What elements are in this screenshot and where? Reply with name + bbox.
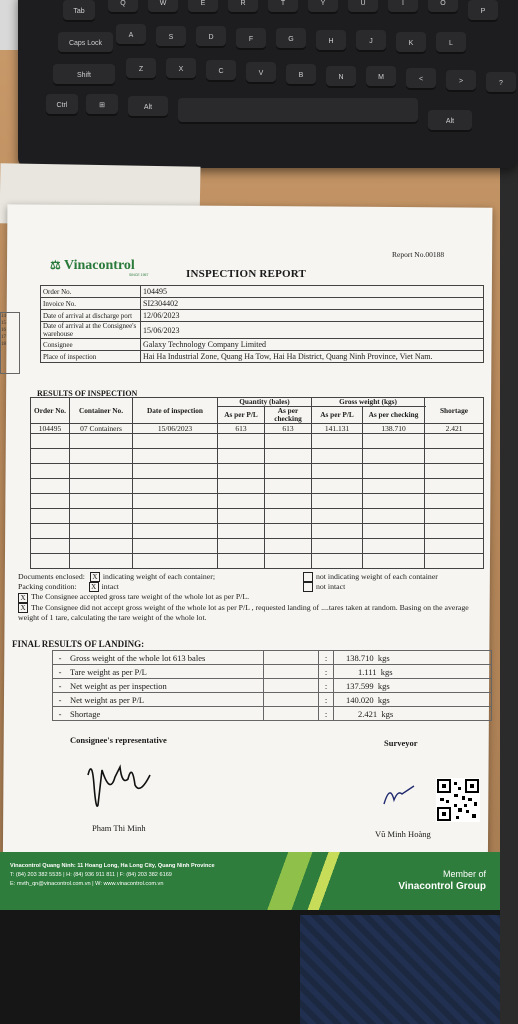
final-label: Gross weight of the whole lot 613 bales (67, 651, 264, 665)
keyboard-key: O (428, 0, 458, 14)
info-value: SI2304402 (141, 298, 484, 310)
table-row: - Gross weight of the whole lot 613 bales : 138.710 kgs (53, 651, 492, 665)
keyboard-key: Shift (53, 64, 115, 86)
final-value: 140.020 (346, 694, 374, 705)
final-value: 2.421 (358, 708, 378, 719)
header-date: Date of inspection (133, 398, 218, 424)
keyboard-key: K (396, 32, 426, 54)
documents-enclosed-line (18, 572, 488, 582)
keyboard-key: D (196, 26, 226, 48)
statement-accepted-text: The Consignee accepted gross tare weight of the whole lot as per P/L. (31, 592, 250, 602)
keyboard-key: ? (486, 72, 516, 94)
checkbox-empty (303, 582, 313, 592)
keyboard-key: H (316, 30, 346, 52)
checkbox-checked: X (89, 582, 99, 592)
info-label: Consignee (41, 339, 141, 351)
header-container: Container No. (70, 398, 133, 424)
statement-accepted (18, 592, 488, 602)
table-row (31, 449, 484, 464)
consignee-name: Pham Thi Minh (92, 823, 146, 833)
consignee-rep-label: Consignee's representative (70, 735, 167, 745)
keyboard-key: N (326, 66, 356, 88)
keyboard-key: Ctrl (46, 94, 78, 116)
final-label: Shortage (67, 707, 264, 721)
table-row (31, 434, 484, 449)
cell-qty-pl: 613 (218, 424, 265, 434)
keyboard-key: R (228, 0, 258, 14)
footer-contact (10, 862, 280, 889)
info-row (41, 322, 484, 339)
option-indicating: indicating weight of each container; (102, 572, 216, 581)
final-unit: kgs (377, 694, 390, 705)
keyboard-key: J (356, 30, 386, 52)
table-row (31, 494, 484, 509)
info-table (40, 285, 484, 363)
report-number: Report No.00188 (392, 250, 445, 259)
statement-not-accepted-text: The Consignee did not accept gross weight of the whole lot as per P/L , requested landing of ....tares taken at random. Basing on the average weight of 1 tare, calculating the tare weight of the whole lot. (18, 602, 469, 622)
keyboard-key: M (366, 66, 396, 88)
option-intact: intact (101, 582, 119, 592)
final-unit: kgs (380, 666, 393, 677)
table-row (31, 479, 484, 494)
results-heading: RESULTS OF INSPECTION (37, 389, 138, 398)
keyboard-key: X (166, 58, 196, 80)
cell-container: 07 Containers (70, 424, 133, 434)
cell-shortage: 2.421 (425, 424, 484, 434)
info-row (41, 298, 484, 310)
surveyor-signature (380, 780, 420, 810)
keyboard-key: < (406, 68, 436, 90)
final-value: 138.710 (346, 652, 374, 663)
keyboard-key: Z (126, 58, 156, 80)
keyboard-key: V (246, 62, 276, 84)
info-row (41, 310, 484, 322)
packing-condition-line (18, 582, 488, 592)
surveyor-label: Surveyor (384, 738, 418, 748)
footer-phones: T: (84) 203 382 5535 | H: (84) 936 911 811 | F: (84) 203 382 6169 (10, 872, 172, 878)
header-qty-check: As per checking (265, 407, 312, 424)
table-row: - Net weight as per P/L : 140.020 kgs (53, 693, 492, 707)
windows-key-icon: ⊞ (86, 94, 118, 116)
keyboard-key: F (236, 28, 266, 50)
info-row (41, 286, 484, 298)
report-title: INSPECTION REPORT (186, 268, 307, 280)
keyboard-key: B (286, 64, 316, 86)
final-value: 1.111 (358, 666, 377, 677)
keyboard-key: Caps Lock (58, 32, 113, 54)
cell-w-check: 138.710 (363, 424, 425, 434)
final-results-table (52, 650, 492, 721)
vinacontrol-logo (50, 258, 135, 274)
info-label: Place of inspection (41, 351, 141, 363)
final-label: Net weight as per inspection (67, 679, 264, 693)
qr-code (436, 778, 480, 822)
keyboard-key: G (276, 28, 306, 50)
table-row (31, 424, 484, 434)
keyboard-key: C (206, 60, 236, 82)
info-row (41, 351, 484, 363)
checkbox-empty (303, 572, 313, 582)
table-row (31, 509, 484, 524)
checkbox-checked: X (18, 593, 28, 603)
logo-icon: ⚖ (50, 258, 61, 272)
documents-section (18, 572, 488, 623)
statement-not-accepted (18, 603, 488, 623)
info-value: Hai Ha Industrial Zone, Quang Ha Tow, Hai Ha District, Quang Ninh Province, Viet Nam. (141, 351, 484, 363)
consignee-signature (80, 755, 170, 815)
margin-index-tab: 14 15 16 17 18 (0, 312, 20, 374)
footer-member (398, 868, 486, 893)
final-unit: kgs (377, 680, 390, 691)
logo-subtitle: SINCE 1957 (129, 273, 149, 277)
cell-order: 104495 (31, 424, 70, 434)
info-value: 12/06/2023 (141, 310, 484, 322)
keyboard-key: L (436, 32, 466, 54)
footer-company: Vinacontrol Quang Ninh: 11 Hoang Long, Ha Long City, Quang Ninh Province (10, 863, 215, 869)
final-results-heading: FINAL RESULTS OF LANDING: (12, 639, 145, 649)
final-label: Net weight as per P/L (67, 693, 264, 707)
info-value: 104495 (141, 286, 484, 298)
header-gross-weight: Gross weight (kgs) (312, 398, 425, 407)
cell-qty-check: 613 (265, 424, 312, 434)
keyboard-key: W (148, 0, 178, 14)
member-line1: Member of (442, 869, 486, 879)
final-unit: kgs (377, 652, 390, 663)
keyboard-key: > (446, 70, 476, 92)
packing-label: Packing condition: (18, 582, 77, 592)
fabric-surface (300, 915, 500, 1024)
header-shortage: Shortage (425, 398, 484, 424)
footer-email: E: mvth_qn@vinacontrol.com.vn | W: www.vinacontrol.com.vn (10, 881, 164, 887)
final-unit: kgs (381, 708, 394, 719)
table-row: - Net weight as per inspection : 137.599 kgs (53, 679, 492, 693)
table-row (31, 464, 484, 479)
keyboard-key: Alt (428, 110, 472, 132)
keyboard-key: Y (308, 0, 338, 14)
spacebar (178, 98, 418, 124)
info-label: Invoice No. (41, 298, 141, 310)
option-not-indicating: not indicating weight of each container (316, 572, 438, 581)
table-row (31, 554, 484, 569)
cell-w-pl: 141.131 (312, 424, 363, 434)
header-order: Order No. (31, 398, 70, 424)
keyboard-key: Alt (128, 96, 168, 118)
checkbox-checked: X (18, 603, 28, 613)
documents-enclosed-label: Documents enclosed: (18, 572, 85, 581)
keyboard (18, 0, 518, 168)
header-qty-pl: As per P/L (218, 407, 265, 424)
final-label: Tare weight as per P/L (67, 665, 264, 679)
results-table (30, 397, 484, 569)
table-row (31, 524, 484, 539)
surveyor-name: Vũ Minh Hoàng (375, 829, 431, 839)
keyboard-key: U (348, 0, 378, 14)
member-line2: Vinacontrol Group (398, 881, 486, 892)
info-value: Galaxy Technology Company Limited (141, 339, 484, 351)
keyboard-key: E (188, 0, 218, 14)
table-row (31, 539, 484, 554)
info-row (41, 339, 484, 351)
header-quantity: Quantity (bales) (218, 398, 312, 407)
final-value: 137.599 (346, 680, 374, 691)
cell-date: 15/06/2023 (133, 424, 218, 434)
keyboard-key: I (388, 0, 418, 14)
keyboard-key: P (468, 0, 498, 22)
table-row: - Tare weight as per P/L : 1.111 kgs (53, 665, 492, 679)
keyboard-key: S (156, 26, 186, 48)
header-w-pl: As per P/L (312, 407, 363, 424)
info-label: Date of arrival at discharge port (41, 310, 141, 322)
info-value: 15/06/2023 (141, 322, 484, 339)
info-label: Date of arrival at the Consignee's warehouse (41, 322, 141, 339)
info-label: Order No. (41, 286, 141, 298)
table-row: - Shortage : 2.421 kgs (53, 707, 492, 721)
option-not-intact: not intact (316, 582, 346, 592)
keyboard-key: Q (108, 0, 138, 14)
keyboard-key: T (268, 0, 298, 14)
keyboard-key: A (116, 24, 146, 46)
qr-code-icon (436, 778, 480, 822)
checkbox-checked: X (90, 572, 100, 582)
logo-text: Vinacontrol (64, 258, 135, 273)
header-w-check: As per checking (363, 407, 425, 424)
keyboard-key: Tab (63, 0, 95, 22)
